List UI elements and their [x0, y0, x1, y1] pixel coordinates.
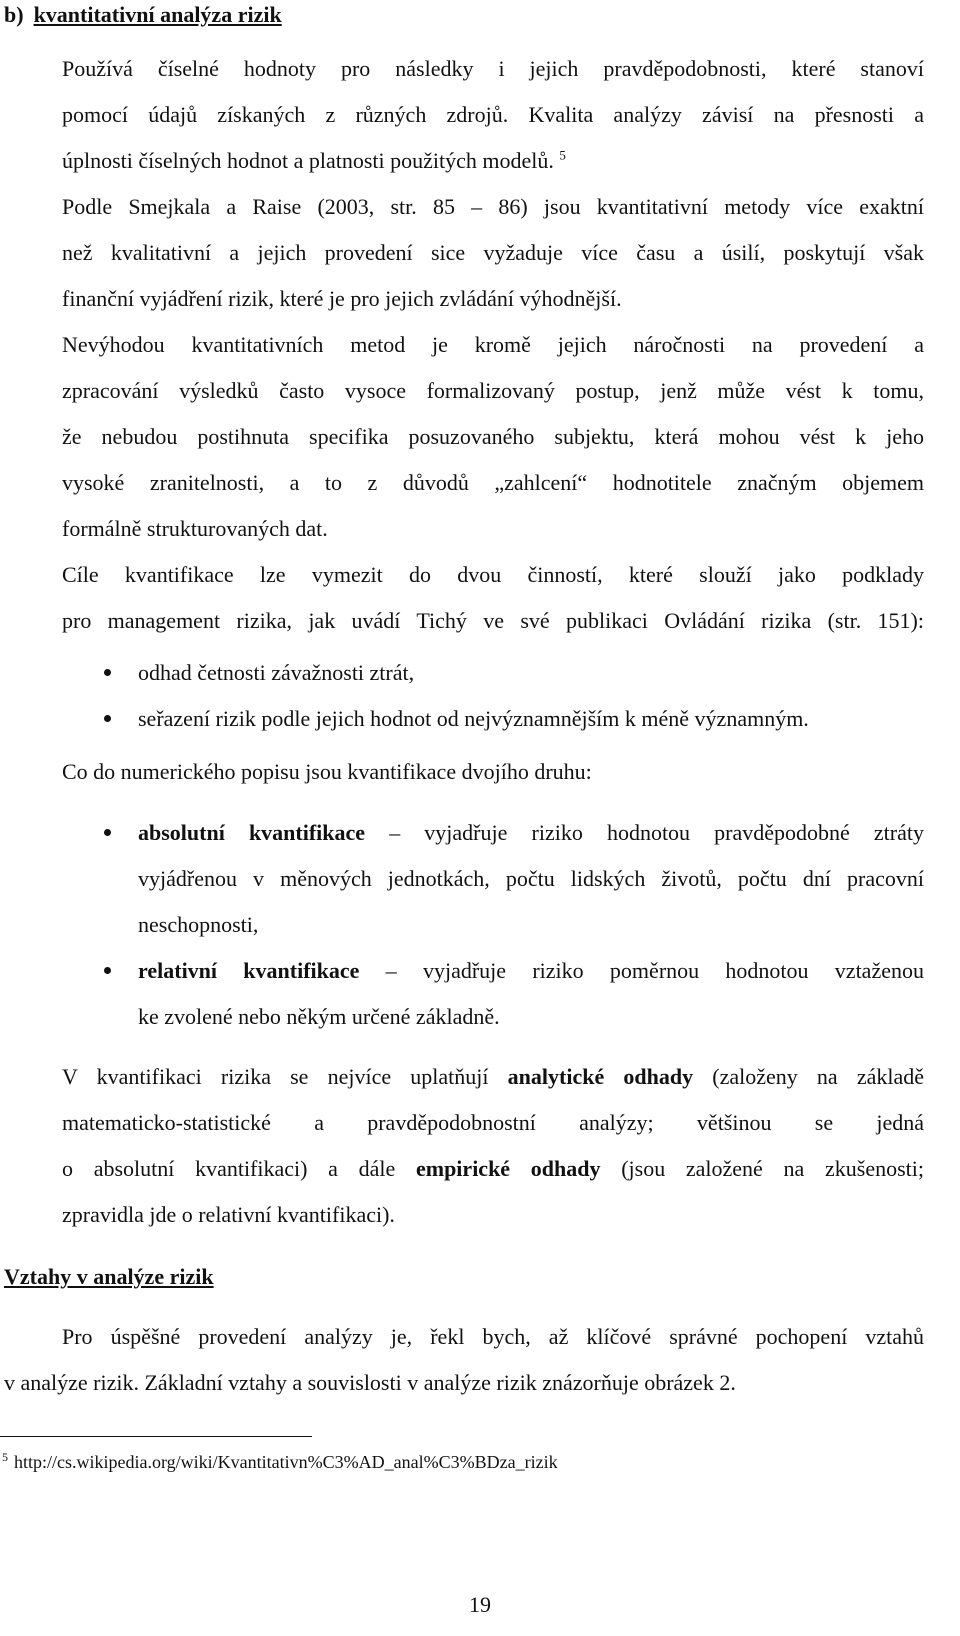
para3-line3: že nebudou postihnuta specifika posuzovaného subjektu, která mohou vést k jeho: [62, 424, 924, 449]
list-item: odhad četnosti závažnosti ztrát,: [138, 660, 415, 685]
para6-line3-a: o absolutní kvantifikaci) a dále: [62, 1156, 416, 1181]
para7-line2: v analýze rizik. Základní vztahy a souvislosti v analýze rizik znázorňuje obrázek 2.: [4, 1370, 736, 1395]
relative-kind-term: relativní kvantifikace: [138, 958, 360, 983]
para2-line3: finanční vyjádření rizik, které je pro jejich zvládání výhodnější.: [62, 286, 622, 311]
para4-line2: pro management rizika, jak uvádí Tichý ve své publikaci Ovládání rizika (str. 151):: [62, 608, 924, 633]
analytic-estimates-term: analytické odhady: [507, 1064, 694, 1089]
absolute-kind-term: absolutní kvantifikace: [138, 820, 366, 845]
footnote-link[interactable]: http://cs.wikipedia.org/wiki/Kvantitativn%C3%AD_anal%C3%BDza_rizik: [14, 1452, 558, 1472]
para6-line1-a: V kvantifikaci rizika se nejvíce uplatňují: [62, 1064, 508, 1089]
relative-kind-desc: – vyjadřuje riziko poměrnou hodnotou vztaženou: [385, 958, 924, 983]
footnote-number: 5: [2, 1450, 8, 1464]
para4-line1: Cíle kvantifikace lze vymezit do dvou činností, které slouží jako podklady: [62, 562, 924, 587]
section-b-prefix: b): [4, 2, 24, 27]
absolute-kind-line1: [138, 818, 924, 848]
para1-line3: [62, 146, 566, 176]
para6-line1: [62, 1062, 924, 1092]
absolute-kind-desc: – vyjadřuje riziko hodnotou pravděpodobné ztráty: [389, 820, 924, 845]
para3-line1: Nevýhodou kvantitativních metod je kromě jejich náročnosti na provedení a: [62, 332, 924, 357]
para6-line4: zpravidla jde o relativní kvantifikaci).: [62, 1202, 395, 1227]
section-vztahy-heading: Vztahy v analýze rizik: [4, 1264, 214, 1289]
para1-line1: Používá číselné hodnoty pro následky i jejich pravděpodobnosti, které stanoví: [62, 56, 924, 81]
para6-line3-b: (jsou založené na zkušenosti;: [600, 1156, 924, 1181]
para7-line1: Pro úspěšné provedení analýzy je, řekl bych, až klíčové správné pochopení vztahů: [62, 1324, 924, 1349]
para6-line3: [62, 1154, 924, 1184]
para2-line1: Podle Smejkala a Raise (2003, str. 85 – 86) jsou kvantitativní metody více exaktní: [62, 194, 924, 219]
section-b-title: kvantitativní analýza rizik: [33, 2, 282, 27]
absolute-kind-line2: vyjádřenou v měnových jednotkách, počtu lidských životů, počtu dní pracovní: [138, 866, 924, 891]
para6-line1-b: (založeny na základě: [693, 1064, 924, 1089]
bullet-icon: [104, 715, 111, 722]
para6-line2: matematicko-statistické a pravděpodobnostní analýzy; většinou se jedná: [62, 1110, 924, 1135]
bullet-icon: [104, 669, 111, 676]
footnote-ref[interactable]: 5: [559, 147, 566, 163]
bullet-icon: [104, 829, 111, 836]
para3-line2: zpracování výsledků často vysoce formalizovaný postup, jenž může vést k tomu,: [62, 378, 924, 403]
para2-line2: než kvalitativní a jejich provedení sice vyžaduje více času a úsilí, poskytují však: [62, 240, 924, 265]
footnote: [2, 1450, 558, 1474]
relative-kind-line1: [138, 956, 924, 986]
para3-line5: formálně strukturovaných dat.: [62, 516, 328, 541]
para1-line2: pomocí údajů získaných z různých zdrojů. Kvalita analýzy závisí na přesnosti a: [62, 102, 924, 127]
footnote-divider: [0, 1436, 312, 1437]
bullet-icon: [104, 967, 111, 974]
absolute-kind-line3: neschopnosti,: [138, 912, 259, 937]
empirical-estimates-term: empirické odhady: [415, 1156, 601, 1181]
para3-line4: vysoké zranitelnosti, a to z důvodů „zahlcení“ hodnotitele značným objemem: [62, 470, 924, 495]
list-item: seřazení rizik podle jejich hodnot od nejvýznamnějším k méně významným.: [138, 706, 809, 731]
relative-kind-line2: ke zvolené nebo někým určené základně.: [138, 1004, 500, 1029]
section-b-heading: [4, 0, 282, 30]
page-number: 19: [469, 1592, 491, 1617]
para1-line3-text: úplnosti číselných hodnot a platnosti použitých modelů.: [62, 148, 554, 173]
para5: Co do numerického popisu jsou kvantifikace dvojího druhu:: [62, 759, 592, 784]
